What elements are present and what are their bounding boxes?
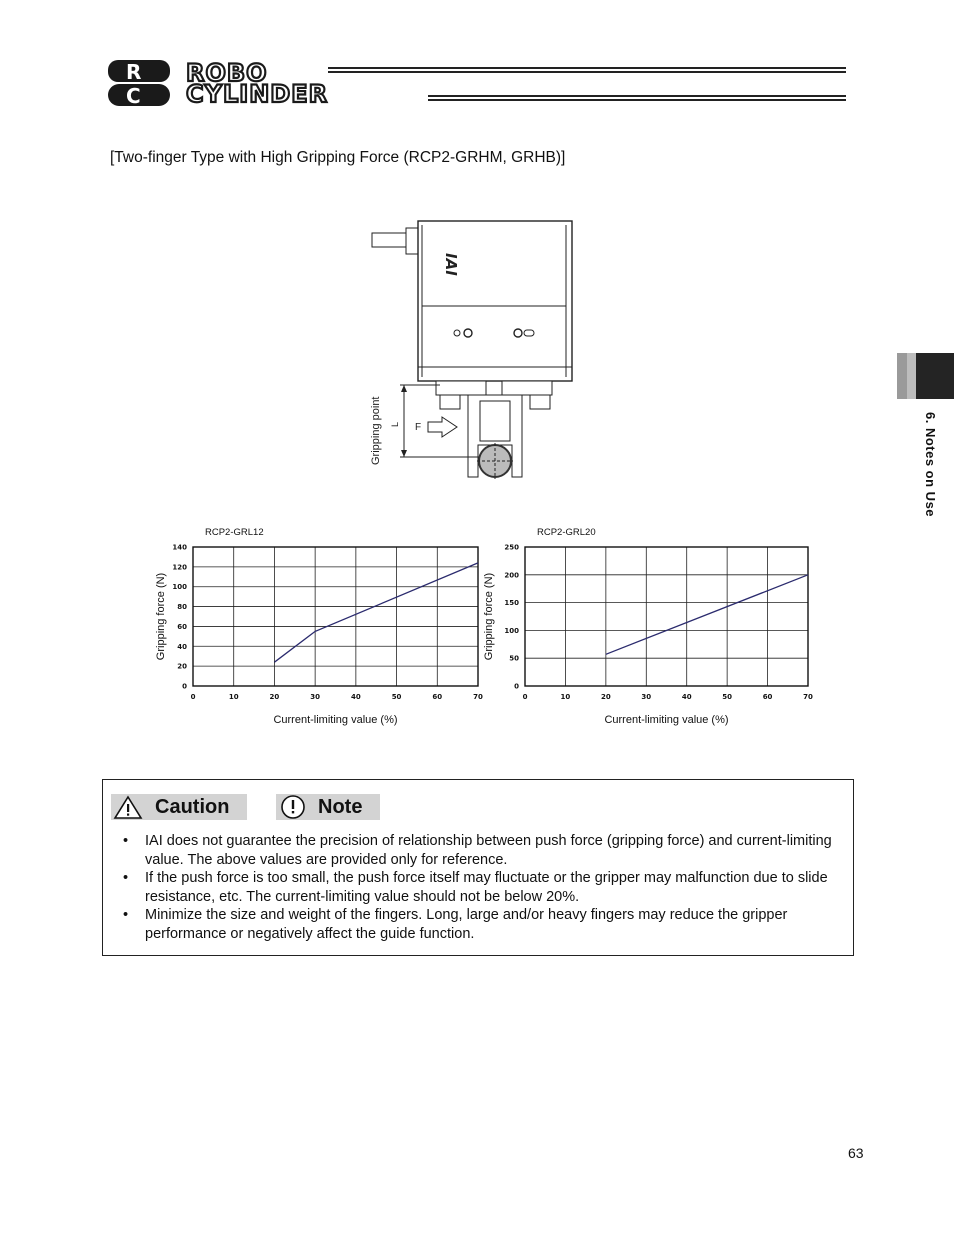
robo-cylinder-logo xyxy=(106,58,851,108)
y-tick-label: 80 xyxy=(177,603,187,612)
warning-triangle-icon xyxy=(113,794,143,820)
plot-frame xyxy=(193,547,478,686)
y-tick-label: 250 xyxy=(504,543,519,552)
rc-logo-mark xyxy=(106,58,186,108)
list-item: • Minimize the size and weight of the fingers. Long, large and/or heavy fingers may reduce the gripper performance or negatively affect the guide function. xyxy=(123,907,788,942)
force-label: F xyxy=(415,422,422,433)
x-tick-label: 40 xyxy=(681,693,692,701)
x-tick-label: 0 xyxy=(190,693,196,701)
x-axis-label: Current-limiting value (%) xyxy=(604,714,729,726)
x-tick-label: 50 xyxy=(391,693,402,701)
x-tick-label: 70 xyxy=(473,693,483,701)
y-tick-label: 120 xyxy=(172,563,187,572)
svg-text:C: C xyxy=(126,84,141,108)
svg-text:R: R xyxy=(126,60,142,84)
x-tick-label: 70 xyxy=(803,693,813,701)
logo-word-cylinder: CYLINDER xyxy=(186,80,329,108)
y-tick-label: 0 xyxy=(182,682,187,691)
page-number: 63 xyxy=(848,1145,864,1161)
header-rule-top-1 xyxy=(328,67,846,69)
gripping-point-label: Gripping point xyxy=(370,396,382,465)
x-tick-label: 30 xyxy=(310,693,321,701)
list-item: • IAI does not guarantee the precision of relationship between push force (gripping force) and current-limiting value. The above values are provided only for reference. xyxy=(123,833,832,868)
iai-brand-text: IAI xyxy=(442,253,460,276)
y-tick-label: 100 xyxy=(172,583,187,592)
chart-rcp2-grl20 xyxy=(483,527,813,726)
note-label: Note xyxy=(318,796,363,818)
x-tick-label: 20 xyxy=(600,693,611,701)
y-tick-label: 150 xyxy=(504,599,519,608)
force-arrow xyxy=(428,417,457,437)
y-axis-label: Gripping force (N) xyxy=(483,572,495,661)
x-tick-label: 40 xyxy=(350,693,361,701)
header-rule-top-2 xyxy=(328,71,846,73)
chapter-tab xyxy=(897,353,954,399)
header-rule-bottom-1 xyxy=(428,95,846,97)
gripping-force-charts xyxy=(145,520,825,735)
list-item: • If the push force is too small, the push force itself may fluctuate or the gripper may malfunction due to slide resistance, etc. The current-limiting value should not be below 20%. xyxy=(123,870,828,905)
caution-note-box xyxy=(102,779,854,956)
chart-rcp2-grl12 xyxy=(155,527,483,726)
header-rule-bottom-2 xyxy=(428,99,846,101)
x-tick-label: 30 xyxy=(641,693,652,701)
x-axis-label: Current-limiting value (%) xyxy=(273,714,398,726)
chart-title: RCP2-GRL20 xyxy=(537,527,596,538)
gripper-diagram xyxy=(360,215,590,483)
series-line xyxy=(606,575,808,655)
y-axis-label: Gripping force (N) xyxy=(155,572,167,661)
y-tick-label: 140 xyxy=(172,543,187,552)
exclamation-circle-icon xyxy=(280,794,306,820)
logo-word-robo: ROBO xyxy=(186,59,268,87)
x-tick-label: 50 xyxy=(722,693,733,701)
x-tick-label: 60 xyxy=(432,693,443,701)
y-tick-label: 40 xyxy=(177,642,187,651)
y-tick-label: 0 xyxy=(514,682,519,691)
y-tick-label: 20 xyxy=(177,662,187,671)
length-label: L xyxy=(390,421,400,427)
y-tick-label: 50 xyxy=(509,654,519,663)
y-tick-label: 60 xyxy=(177,622,187,631)
caution-bullet-list xyxy=(123,832,838,943)
x-tick-label: 20 xyxy=(269,693,280,701)
x-tick-label: 10 xyxy=(560,693,571,701)
x-tick-label: 10 xyxy=(228,693,239,701)
chapter-tab-label: 6. Notes on Use xyxy=(923,412,938,518)
y-tick-label: 100 xyxy=(504,626,519,635)
series-line xyxy=(274,563,478,662)
x-tick-label: 0 xyxy=(522,693,528,701)
caution-badge xyxy=(111,794,247,820)
plot-frame xyxy=(525,547,808,686)
chart-title: RCP2-GRL12 xyxy=(205,527,264,538)
caution-label: Caution xyxy=(155,796,230,818)
note-badge xyxy=(276,794,380,820)
y-tick-label: 200 xyxy=(504,571,519,580)
section-heading: [Two-finger Type with High Gripping Force (RCP2-GRHM, GRHB)] xyxy=(110,149,566,166)
x-tick-label: 60 xyxy=(762,693,773,701)
